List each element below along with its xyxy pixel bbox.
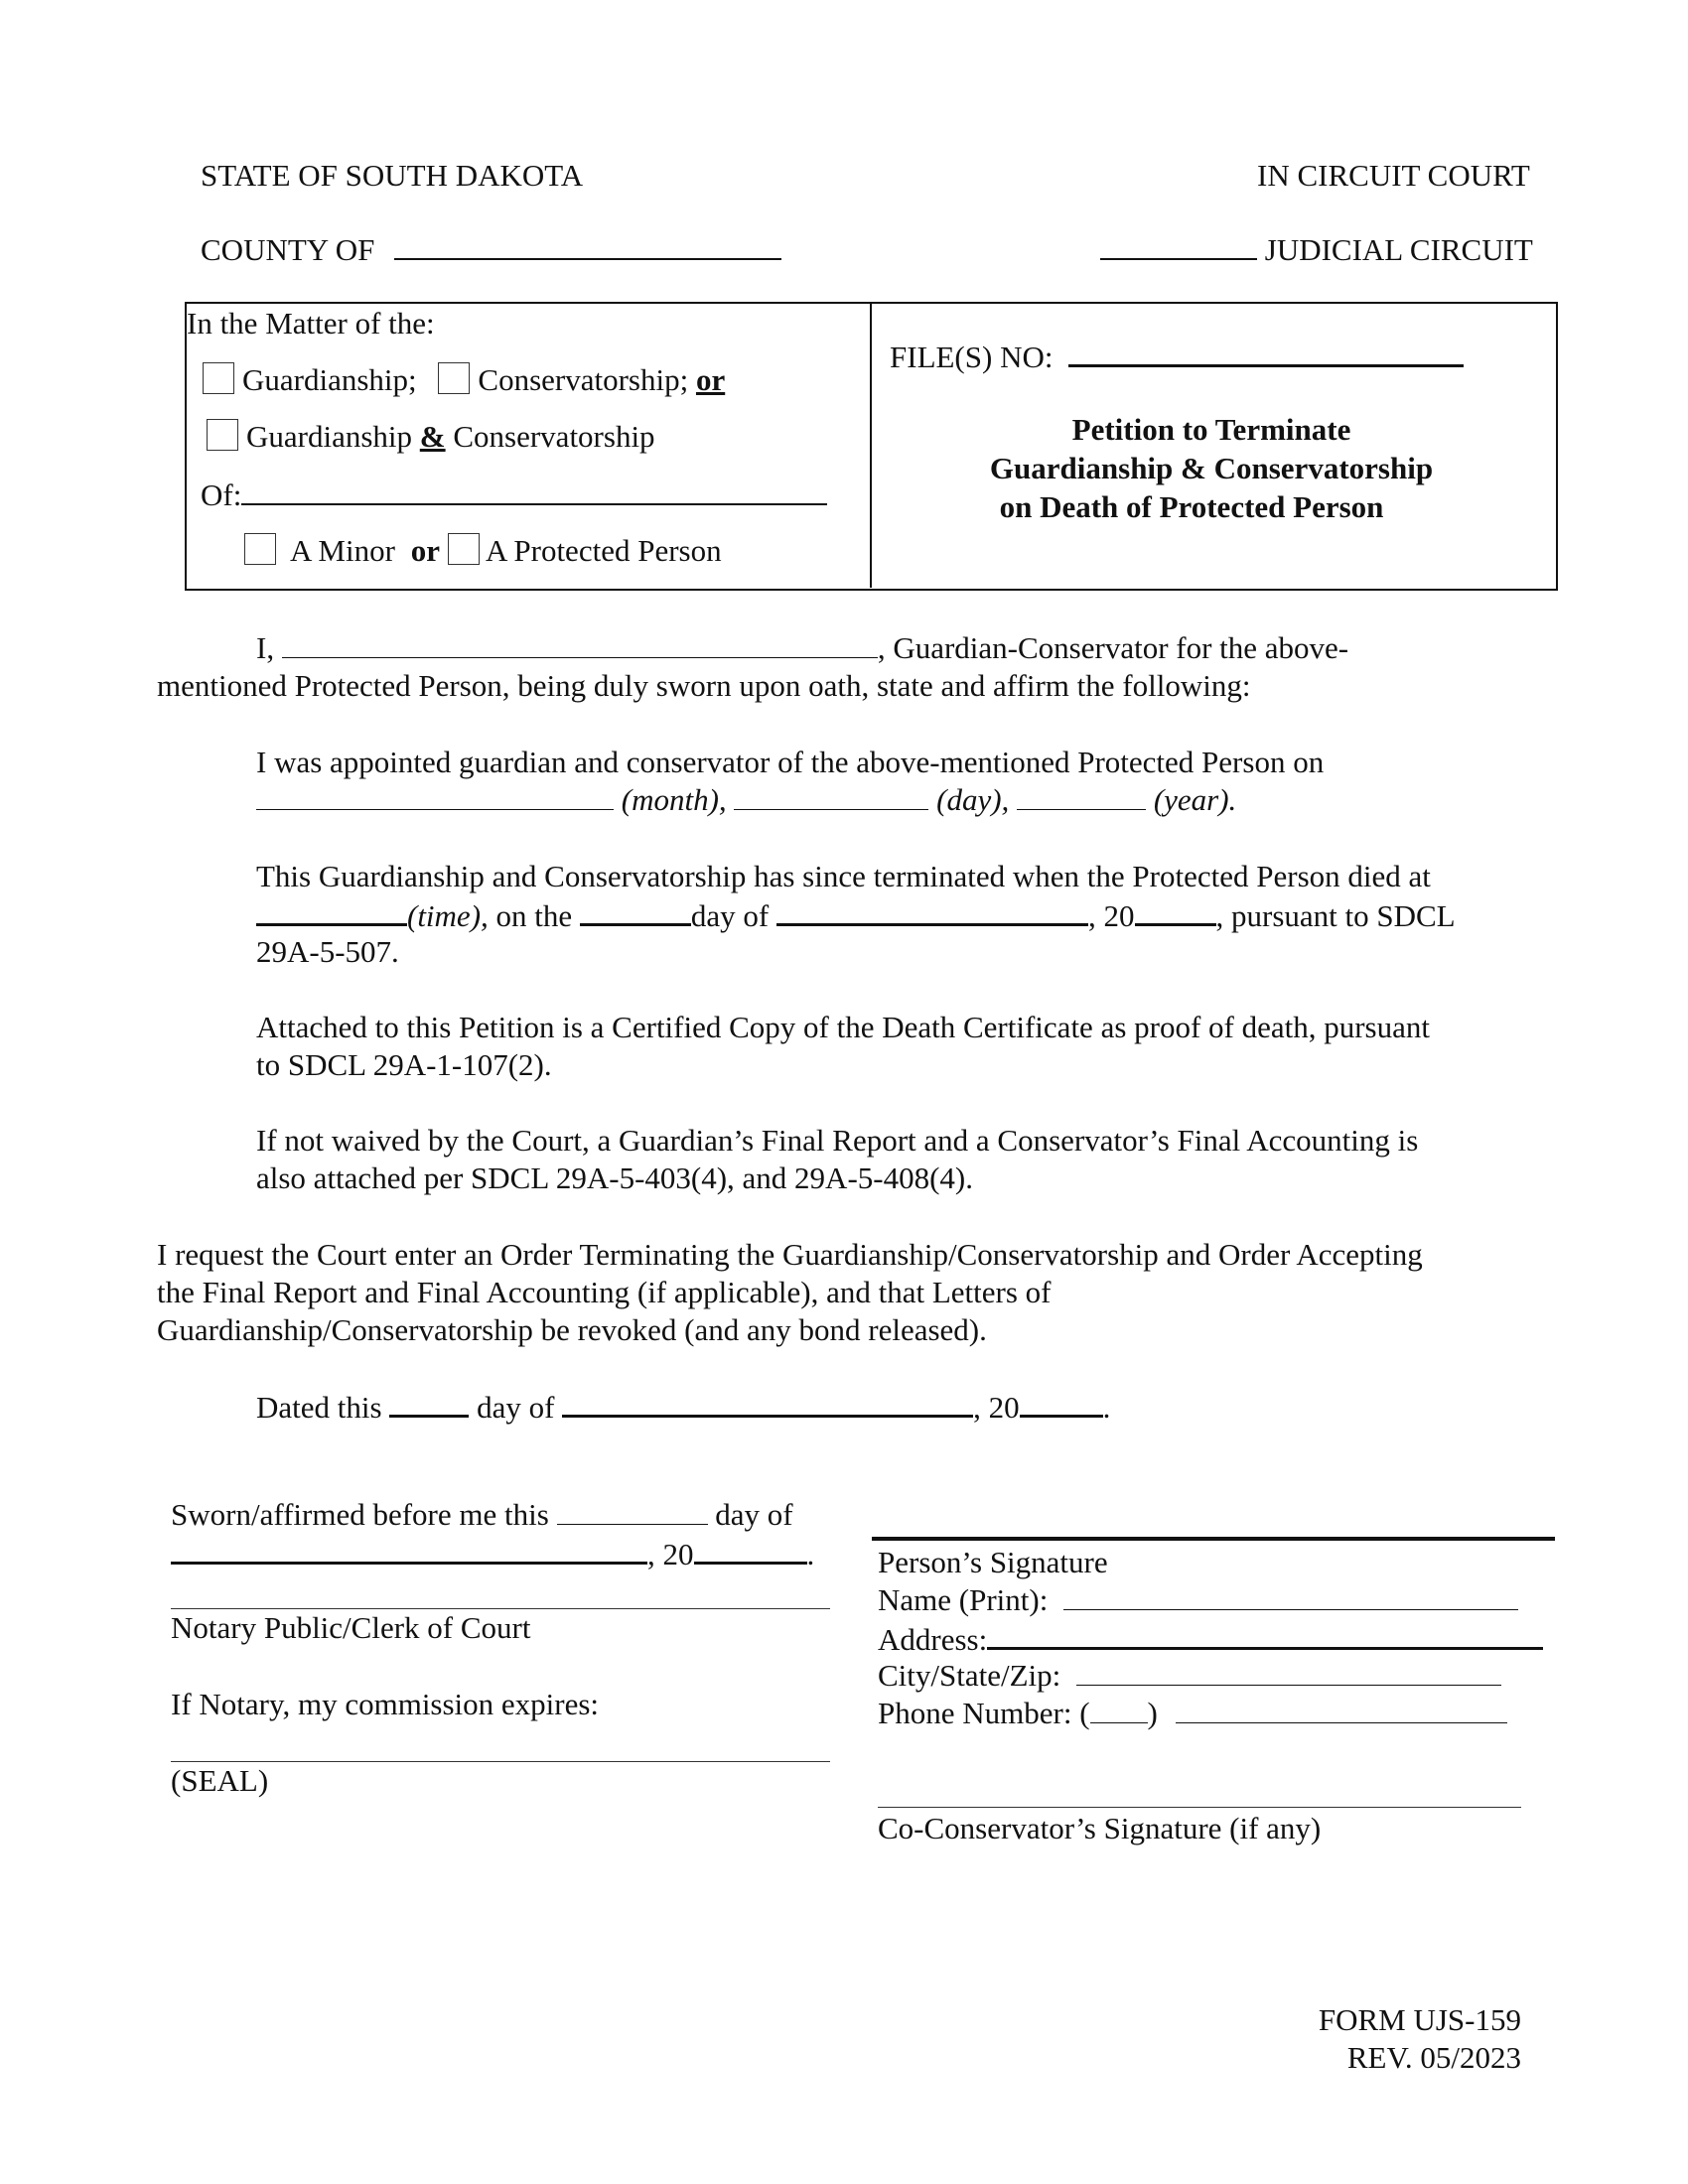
death-day-field[interactable] — [580, 895, 691, 926]
co-conservator-signature-line[interactable] — [878, 1807, 1521, 1808]
commission-line[interactable] — [171, 1761, 830, 1762]
area-code-field[interactable] — [1090, 1695, 1148, 1723]
judicial-circuit-label: JUDICIAL CIRCUIT — [1264, 232, 1533, 267]
dated-period: . — [1102, 1390, 1111, 1425]
protected-person-label: A Protected Person — [485, 533, 722, 568]
both-label-b: Conservatorship — [453, 419, 655, 454]
p1-text-b: , Guardian-Conservator for the above- — [877, 630, 1349, 665]
form-revision: REV. 05/2023 — [1346, 2040, 1521, 2075]
county-row — [201, 230, 781, 269]
dated-year-field[interactable] — [1020, 1387, 1103, 1418]
sworn-month-field[interactable] — [171, 1534, 647, 1565]
of-row — [201, 476, 827, 514]
sworn-year-field[interactable] — [694, 1534, 807, 1565]
para-3-line-2 — [256, 895, 1456, 935]
on-the-label: on the — [495, 898, 573, 933]
person-signature-label: Person’s Signature — [878, 1545, 1108, 1579]
protected-person-checkbox[interactable] — [448, 533, 480, 565]
county-label: COUNTY OF — [201, 232, 375, 267]
sworn-period: . — [806, 1537, 815, 1571]
address-label: Address: — [878, 1622, 988, 1657]
minor-label: A Minor — [290, 533, 395, 568]
para-6-line-2: the Final Report and Final Accounting (if applicable), and that Letters of — [157, 1275, 1052, 1309]
dated-label: Dated this — [256, 1390, 382, 1425]
dated-day-field[interactable] — [389, 1387, 469, 1418]
sworn-day-field[interactable] — [557, 1496, 708, 1525]
dated-twenty-label: , 20 — [973, 1390, 1020, 1425]
or-label-2: or — [410, 533, 440, 568]
guardian-name-field[interactable] — [282, 629, 878, 658]
sworn-row-1 — [171, 1496, 793, 1534]
para-1-line-1 — [256, 629, 1348, 667]
minor-checkbox[interactable] — [244, 533, 276, 565]
form-title-line-2: Guardianship & Conservatorship — [989, 451, 1434, 485]
appointed-day-field[interactable] — [734, 781, 928, 810]
para-6-line-1: I request the Court enter an Order Terminating the Guardianship/Conservatorship and Order Accepting — [157, 1237, 1423, 1272]
file-no-field[interactable] — [1068, 337, 1464, 367]
para-1-line-2: mentioned Protected Person, being duly sworn upon oath, state and affirm the following: — [157, 668, 1251, 703]
city-row — [878, 1657, 1501, 1695]
para-4-line-1: Attached to this Petition is a Certified Copy of the Death Certificate as proof of death, pursuant — [256, 1010, 1430, 1044]
dated-day-of-label: day of — [477, 1390, 555, 1425]
circuit-field[interactable] — [1100, 230, 1257, 260]
phone-row — [878, 1695, 1507, 1732]
name-print-field[interactable] — [1063, 1581, 1518, 1610]
form-title-line-1: Petition to Terminate — [1071, 412, 1351, 447]
caption-divider — [870, 303, 872, 588]
notary-label: Notary Public/Clerk of Court — [171, 1610, 531, 1645]
sworn-row-2 — [171, 1534, 814, 1573]
co-conservator-label: Co-Conservator’s Signature (if any) — [878, 1811, 1322, 1845]
name-print-row — [878, 1581, 1518, 1619]
death-time-field[interactable] — [256, 895, 407, 926]
p1-text-a: I, — [256, 630, 275, 665]
para-3-line-1: This Guardianship and Conservatorship has since terminated when the Protected Person died at — [256, 859, 1431, 893]
year-label: (year). — [1153, 782, 1237, 817]
para-4-line-2: to SDCL 29A-1-107(2). — [256, 1047, 552, 1082]
conservatorship-checkbox[interactable] — [438, 362, 470, 394]
option-row-1 — [203, 361, 725, 399]
para-3-line-3: 29A-5-507. — [256, 934, 399, 969]
ampersand: & — [419, 419, 446, 454]
address-field[interactable] — [987, 1619, 1543, 1650]
person-signature-line[interactable] — [872, 1537, 1555, 1541]
or-label: or — [695, 362, 726, 397]
pursuant-label: , pursuant to SDCL — [1215, 898, 1456, 933]
para-2-line-2 — [256, 781, 1236, 819]
dated-month-field[interactable] — [562, 1387, 973, 1418]
month-label: (month), — [621, 782, 727, 817]
guardianship-label: Guardianship; — [242, 362, 417, 397]
city-label: City/State/Zip: — [878, 1658, 1061, 1693]
option-row-3 — [244, 532, 722, 570]
para-5-line-2: also attached per SDCL 29A-5-403(4), and 29A-5-408(4). — [256, 1160, 973, 1195]
death-month-field[interactable] — [776, 895, 1088, 926]
conservatorship-label: Conservatorship; — [478, 362, 689, 397]
city-field[interactable] — [1076, 1657, 1501, 1686]
phone-field[interactable] — [1176, 1695, 1507, 1723]
option-row-2 — [207, 418, 655, 456]
para-5-line-1: If not waived by the Court, a Guardian’s Final Report and a Conservator’s Final Accounting is — [256, 1123, 1419, 1158]
file-no-label: FILE(S) NO: — [890, 340, 1054, 374]
state-label: STATE OF SOUTH DAKOTA — [201, 158, 584, 193]
of-field[interactable] — [241, 476, 827, 505]
para-2-line-1: I was appointed guardian and conservator of the above-mentioned Protected Person on — [256, 745, 1325, 779]
form-title-line-3: on Death of Protected Person — [999, 489, 1384, 524]
file-no-row — [890, 337, 1464, 376]
para-6-line-3: Guardianship/Conservatorship be revoked (and any bond released). — [157, 1312, 987, 1347]
appointed-year-field[interactable] — [1017, 781, 1146, 810]
dated-row — [256, 1387, 1110, 1427]
sworn-day-of-label: day of — [715, 1497, 793, 1532]
both-label-a: Guardianship — [246, 419, 413, 454]
day-of-label: day of — [690, 898, 770, 933]
of-label: Of: — [201, 478, 242, 512]
address-row — [878, 1619, 1543, 1659]
phone-close-paren: ) — [1147, 1696, 1158, 1730]
name-print-label: Name (Print): — [878, 1582, 1049, 1617]
commission-label: If Notary, my commission expires: — [171, 1687, 600, 1721]
guardianship-conservatorship-checkbox[interactable] — [207, 419, 238, 451]
sworn-twenty-label: , 20 — [647, 1537, 694, 1571]
twenty-label: , 20 — [1088, 898, 1135, 933]
county-field[interactable] — [394, 230, 781, 260]
judicial-circuit-row — [1100, 230, 1533, 269]
matter-label: In the Matter of the: — [187, 306, 435, 341]
guardianship-checkbox[interactable] — [203, 362, 234, 394]
phone-label: Phone Number: ( — [878, 1696, 1090, 1730]
court-label: IN CIRCUIT COURT — [1257, 158, 1530, 193]
form-number: FORM UJS-159 — [1318, 2002, 1521, 2037]
time-label: (time), — [407, 898, 489, 933]
seal-label: (SEAL) — [171, 1763, 269, 1798]
death-year-field[interactable] — [1135, 895, 1216, 926]
day-label: (day), — [936, 782, 1010, 817]
sworn-label: Sworn/affirmed before me this — [171, 1497, 549, 1532]
appointed-month-field[interactable] — [256, 781, 614, 810]
